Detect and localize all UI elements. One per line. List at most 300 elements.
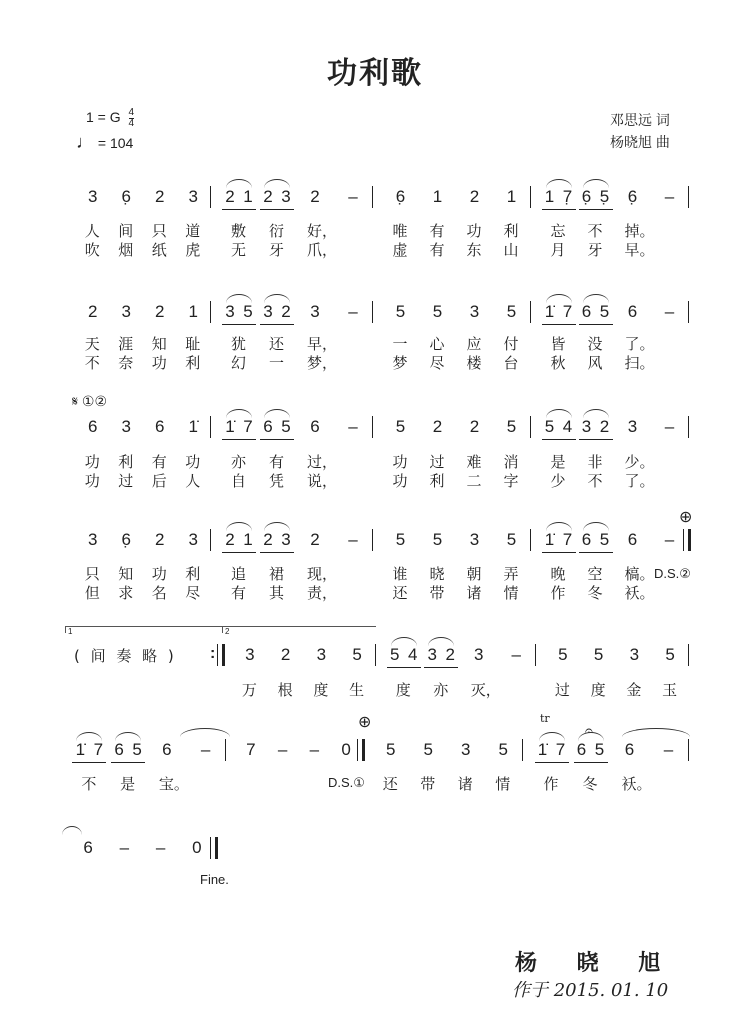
lyric-char: 功 xyxy=(185,453,201,471)
lyric-char: 付 xyxy=(503,335,519,353)
dash-extension: – xyxy=(348,417,358,436)
note: 7 xyxy=(555,740,566,759)
beam-underline xyxy=(574,762,608,763)
song-title: 功利歌 xyxy=(327,56,423,91)
note: 2 xyxy=(469,187,480,206)
time-bottom: 4 xyxy=(128,118,135,129)
lyric-char: 东 xyxy=(466,241,482,259)
note: 3 xyxy=(461,740,471,759)
note: 3 xyxy=(629,645,640,664)
note: 7̣ xyxy=(562,187,573,206)
key-label: 1 = G xyxy=(86,109,121,126)
note: 6 xyxy=(627,302,638,321)
volta-1-label: 1 xyxy=(68,627,73,636)
lyric-char: 纸 xyxy=(151,241,167,259)
lyric-char: 功 xyxy=(84,453,100,471)
beam-underline xyxy=(260,324,294,325)
note: 2 xyxy=(263,187,273,206)
lyric-char: 自 xyxy=(231,472,247,490)
barline xyxy=(210,186,211,208)
note: 5 xyxy=(498,740,508,759)
note: 3 xyxy=(263,302,273,321)
lyric-char: 是 xyxy=(550,453,566,471)
coda-icon: ⊕ xyxy=(679,509,693,526)
lyric-char: 唯 xyxy=(392,222,408,240)
lyric-char: 尽 xyxy=(429,354,445,372)
note: 5 xyxy=(386,740,396,759)
note: 5 xyxy=(544,417,555,436)
beam-underline xyxy=(535,762,569,763)
lyric-char: 功 xyxy=(466,222,482,240)
lyric-char: 带 xyxy=(429,584,445,602)
lyric-char: 敷 xyxy=(231,222,247,240)
lyric-char: 过 xyxy=(118,472,134,490)
barline xyxy=(372,529,373,551)
note: 2 xyxy=(310,187,320,206)
lyric-char: 有 xyxy=(429,241,445,259)
lyric-char: 风 xyxy=(587,354,603,372)
lyric-char: 山 xyxy=(503,241,519,259)
beam-underline xyxy=(260,552,294,553)
barline xyxy=(372,186,373,208)
barline xyxy=(688,301,689,323)
lyric-char: 情 xyxy=(495,775,511,793)
barline xyxy=(688,644,689,666)
lyric-char: 早， xyxy=(307,335,338,353)
lyric-char: 是 xyxy=(120,775,136,793)
volta-bracket-1 xyxy=(65,626,223,633)
beam-underline xyxy=(111,762,145,763)
beam-underline xyxy=(222,209,256,210)
note: 2 xyxy=(445,645,455,664)
lyric-char: 烟 xyxy=(118,241,134,259)
key-signature xyxy=(86,108,134,129)
note: 0 xyxy=(192,838,202,857)
note: 6 xyxy=(83,838,93,857)
note: 1̇ xyxy=(544,530,555,549)
note: 3 xyxy=(88,187,98,206)
note: 5 xyxy=(423,740,433,759)
note: 2 xyxy=(225,530,235,549)
note: 6 xyxy=(581,302,592,321)
note: 2 xyxy=(469,417,480,436)
lyric-char: 过 xyxy=(554,681,570,699)
slur xyxy=(546,294,572,303)
beam-underline xyxy=(579,552,613,553)
lyric-char: 间 xyxy=(118,222,134,240)
barline xyxy=(372,416,373,438)
dash-extension: – xyxy=(664,417,675,436)
lyric-char: 亦 xyxy=(231,453,247,471)
note: 5 xyxy=(599,530,610,549)
note: 6 xyxy=(576,740,587,759)
note: 3 xyxy=(316,645,327,664)
note: 6 xyxy=(114,740,124,759)
note: 7 xyxy=(243,417,253,436)
volta-2-label: 2 xyxy=(225,627,230,636)
lyric-char: 冬 xyxy=(587,584,603,602)
lyric-char: 谁 xyxy=(392,565,408,583)
composer: 杨晓旭 曲 xyxy=(610,134,670,150)
beam-underline xyxy=(542,324,576,325)
signature-date: 作于 2015. 01. 10 xyxy=(512,980,669,1001)
lyric-char: 天 xyxy=(84,335,100,353)
dash-extension: – xyxy=(119,838,130,857)
dash-extension: – xyxy=(664,187,675,206)
slur xyxy=(546,179,572,188)
lyric-char: 衍 xyxy=(269,222,285,240)
lyric-char: 亦 xyxy=(433,681,449,699)
slur xyxy=(264,409,290,418)
note: 2 xyxy=(155,302,165,321)
barline xyxy=(688,186,689,208)
lyric-char: 晓 xyxy=(429,565,445,583)
note: 3 xyxy=(627,417,638,436)
lyric-char: 无 xyxy=(231,241,247,259)
barline xyxy=(372,301,373,323)
lyric-char: 功 xyxy=(84,472,100,490)
lyric-char: 度 xyxy=(590,681,606,699)
dash-extension: – xyxy=(155,838,166,857)
note: 5 xyxy=(432,530,443,549)
beam-underline xyxy=(542,439,576,440)
note: 7 xyxy=(562,302,573,321)
lyric-char: 爪， xyxy=(307,241,338,259)
note: 1 xyxy=(544,187,555,206)
lyric-char: 弄 xyxy=(503,565,519,583)
lyric-char: 袄。 xyxy=(621,775,652,793)
lyric-char: 牙 xyxy=(587,241,603,259)
slur xyxy=(546,409,572,418)
note: 2 xyxy=(599,417,610,436)
segno-icon: 𝄋 ①② xyxy=(72,393,108,409)
note: 5 xyxy=(281,417,291,436)
note: 3 xyxy=(188,187,198,206)
note: 7 xyxy=(93,740,104,759)
beam-underline xyxy=(579,324,613,325)
lyric-char: 消 xyxy=(503,453,519,471)
barline xyxy=(357,739,358,761)
note: 1̇ xyxy=(537,740,548,759)
tie xyxy=(62,826,82,835)
barline xyxy=(530,529,531,551)
slur xyxy=(226,179,252,188)
lyric-char: 朝 xyxy=(466,565,482,583)
note: 4 xyxy=(562,417,573,436)
note: 6 xyxy=(162,740,172,759)
lyric-char: 知 xyxy=(118,565,134,583)
lyric-char: 了。 xyxy=(624,472,655,490)
note: 5̣ xyxy=(599,187,610,206)
lyric-char: 犹 xyxy=(231,335,247,353)
dash-extension: – xyxy=(348,530,358,549)
lyric-char: 有 xyxy=(231,584,247,602)
lyric-char: 其 xyxy=(269,584,285,602)
dash-extension: – xyxy=(348,302,358,321)
lyric-char: 二 xyxy=(466,472,482,490)
lyric-char: 袄。 xyxy=(624,584,655,602)
dash-extension: – xyxy=(309,740,320,759)
note: 5 xyxy=(243,302,253,321)
barline xyxy=(375,644,376,666)
lyric-char: 凭 xyxy=(269,472,285,490)
lyric-char: 奈 xyxy=(118,354,134,372)
lyric-char: 诸 xyxy=(466,584,482,602)
slur xyxy=(226,522,252,531)
note: 1̇ xyxy=(225,417,235,436)
beam-underline xyxy=(72,762,106,763)
slur xyxy=(264,294,290,303)
lyric-char: 幻 xyxy=(231,354,247,372)
lyric-char: 求 xyxy=(118,584,134,602)
note: 3 xyxy=(469,302,480,321)
tempo-text: = 104 xyxy=(97,135,134,151)
final-barline xyxy=(215,837,218,859)
coda-icon: ⊕ xyxy=(358,714,372,731)
note: 6 xyxy=(155,417,165,436)
lyric-char: 不 xyxy=(81,775,97,793)
barline xyxy=(217,644,218,666)
slur xyxy=(226,409,252,418)
lyric-char: 没 xyxy=(587,335,603,353)
slur xyxy=(583,179,609,188)
lyric-char: 带 xyxy=(420,775,436,793)
lyric-char: 吹 xyxy=(84,241,100,259)
note: 3 xyxy=(245,645,255,664)
barline xyxy=(535,644,536,666)
note: 3 xyxy=(469,530,480,549)
lyric-char: 涯 xyxy=(118,335,134,353)
slur xyxy=(583,409,609,418)
note: 6̣ xyxy=(395,187,406,206)
lyric-char: 功 xyxy=(392,453,408,471)
note: 2 xyxy=(155,530,165,549)
lyric-char: 一 xyxy=(269,354,285,372)
beam-underline xyxy=(542,552,576,553)
final-barline xyxy=(222,644,225,666)
lyric-char: 空 xyxy=(587,565,603,583)
note: 5 xyxy=(352,645,362,664)
note: 2 xyxy=(280,645,291,664)
note: 6 xyxy=(581,530,592,549)
note: 1 xyxy=(243,187,253,206)
lyric-char: 梦， xyxy=(307,354,338,372)
note: 2 xyxy=(281,302,291,321)
lyric-char: 了。 xyxy=(624,335,655,353)
final-barline xyxy=(688,529,691,551)
lyric-char: 不 xyxy=(587,222,603,240)
note: 3 xyxy=(310,302,320,321)
note: 6 xyxy=(627,530,638,549)
lyric-char: 楼 xyxy=(466,354,482,372)
lyric-char: 好， xyxy=(307,222,338,240)
lyric-char: 虚 xyxy=(392,241,408,259)
beam-underline xyxy=(222,324,256,325)
barline xyxy=(683,529,684,551)
lyric-char: 牙 xyxy=(269,241,285,259)
barline xyxy=(210,837,211,859)
slur xyxy=(428,637,454,646)
slur xyxy=(226,294,252,303)
note: 1 xyxy=(506,187,517,206)
note: 1̇ xyxy=(544,302,555,321)
lyric-char: 情 xyxy=(503,584,519,602)
lyric-char: 有 xyxy=(151,453,167,471)
lyric-char: 名 xyxy=(151,584,167,602)
note: 5 xyxy=(665,645,675,664)
lyric-char: 金 xyxy=(626,681,642,699)
lyric-char: 利 xyxy=(429,472,445,490)
note: 2 xyxy=(263,530,273,549)
lyric-char: 宝。 xyxy=(158,775,189,793)
lyric-char: 台 xyxy=(503,354,519,372)
note: 6 xyxy=(310,417,320,436)
lyric-char: 一 xyxy=(392,335,408,353)
lyric-char: 灭， xyxy=(470,681,501,699)
note: 6̣ xyxy=(627,187,638,206)
slur xyxy=(115,732,141,741)
lyric-char: 有 xyxy=(269,453,285,471)
note: 3 xyxy=(427,645,437,664)
beam-underline xyxy=(542,209,576,210)
lyric-char: 少 xyxy=(550,472,566,490)
beam-underline xyxy=(260,439,294,440)
note: 6̣ xyxy=(121,530,131,549)
lyric-char: 利 xyxy=(118,453,134,471)
note: 1 xyxy=(432,187,443,206)
lyric-char: 根 xyxy=(277,681,293,699)
note: 5 xyxy=(558,645,568,664)
slur xyxy=(264,179,290,188)
note: 2 xyxy=(432,417,443,436)
tie xyxy=(180,728,230,737)
note: 1̇ xyxy=(188,417,198,436)
quarter-note-icon: ♩ xyxy=(76,132,94,152)
note: 3 xyxy=(121,302,131,321)
barline xyxy=(530,416,531,438)
note: 0 xyxy=(341,740,351,759)
lyric-char: 作 xyxy=(543,775,559,793)
note: 5 xyxy=(395,530,406,549)
beam-underline xyxy=(387,667,421,668)
note: 5 xyxy=(432,302,443,321)
note: 3 xyxy=(188,530,198,549)
lyric-char: 字 xyxy=(503,472,519,490)
lyric-char: 过， xyxy=(307,453,338,471)
beam-underline xyxy=(222,439,256,440)
signature-name: 杨 晓 旭 xyxy=(515,951,677,976)
ds1-marking: D.S.① xyxy=(328,775,365,790)
note: 6 xyxy=(624,740,635,759)
volta-bracket-2 xyxy=(222,626,376,633)
lyric-char: 非 xyxy=(587,453,603,471)
dash-extension: – xyxy=(200,740,211,759)
note: 2 xyxy=(88,302,98,321)
lyric-char: 还 xyxy=(269,335,285,353)
note: 6̣ xyxy=(121,187,131,206)
note: 5 xyxy=(506,530,517,549)
barline xyxy=(530,301,531,323)
dash-extension: – xyxy=(277,740,288,759)
barline xyxy=(688,416,689,438)
lyric-char: 责， xyxy=(307,584,338,602)
lyric-char: 不 xyxy=(84,354,100,372)
note: 5 xyxy=(395,417,406,436)
lyric-char: 功 xyxy=(151,354,167,372)
slur xyxy=(546,522,572,531)
lyric-char: 利 xyxy=(185,354,201,372)
lyric-char: 追 xyxy=(231,565,247,583)
note: 2 xyxy=(155,187,165,206)
note: 5 xyxy=(594,740,605,759)
beam-underline xyxy=(260,209,294,210)
lyric-char: 玉 xyxy=(662,681,678,699)
fine-marking: Fine. xyxy=(200,872,229,887)
lyric-char: 月 xyxy=(550,241,566,259)
lyric-char: 功 xyxy=(392,472,408,490)
note: 7 xyxy=(562,530,573,549)
barline xyxy=(530,186,531,208)
dash-extension: – xyxy=(664,530,675,549)
lyric-char: 难 xyxy=(466,453,482,471)
lyric-char: 万 xyxy=(241,681,257,699)
lyric-char: 功 xyxy=(151,565,167,583)
note: 3 xyxy=(581,417,592,436)
barline xyxy=(210,301,211,323)
lyric-char: 度 xyxy=(313,681,329,699)
dash-extension: – xyxy=(348,187,358,206)
lyric-char: 秋 xyxy=(550,354,566,372)
note: 6 xyxy=(88,417,98,436)
note: 2 xyxy=(225,187,235,206)
note: 5 xyxy=(599,302,610,321)
lyric-char: 不 xyxy=(587,472,603,490)
lyricist: 邓思远 词 xyxy=(610,112,670,128)
time-signature xyxy=(129,108,135,129)
note: 5 xyxy=(506,417,517,436)
lyric-char: 作 xyxy=(550,584,566,602)
lyric-char: 知 xyxy=(151,335,167,353)
lyric-char: 裙 xyxy=(269,565,285,583)
note: 3 xyxy=(281,187,291,206)
dash-extension: – xyxy=(511,645,521,664)
beam-underline xyxy=(424,667,458,668)
lyric-char: 只 xyxy=(84,565,100,583)
lyric-char: 说， xyxy=(307,472,338,490)
lyric-char: 还 xyxy=(392,584,408,602)
final-barline xyxy=(362,739,365,761)
lyric-char: 早。 xyxy=(624,241,655,259)
lyric-char: 过 xyxy=(429,453,445,471)
barline xyxy=(210,529,211,551)
lyric-char: 心 xyxy=(429,335,445,353)
note: 3 xyxy=(474,645,484,664)
barline xyxy=(225,739,226,761)
lyric-char: 后 xyxy=(151,472,167,490)
note: 1 xyxy=(243,530,253,549)
lyric-char: 现， xyxy=(307,565,338,583)
repeat-dots: : xyxy=(210,645,216,662)
note: 5 xyxy=(390,645,400,664)
slur xyxy=(583,294,609,303)
lyric-char: 还 xyxy=(382,775,398,793)
lyric-char: 槁。 xyxy=(624,565,655,583)
lyric-char: 道 xyxy=(185,222,201,240)
fermata-icon: 𝄐 xyxy=(585,722,593,738)
lyric-char: 梦 xyxy=(392,354,408,372)
lyric-char: 尽 xyxy=(185,584,201,602)
barline xyxy=(210,416,211,438)
